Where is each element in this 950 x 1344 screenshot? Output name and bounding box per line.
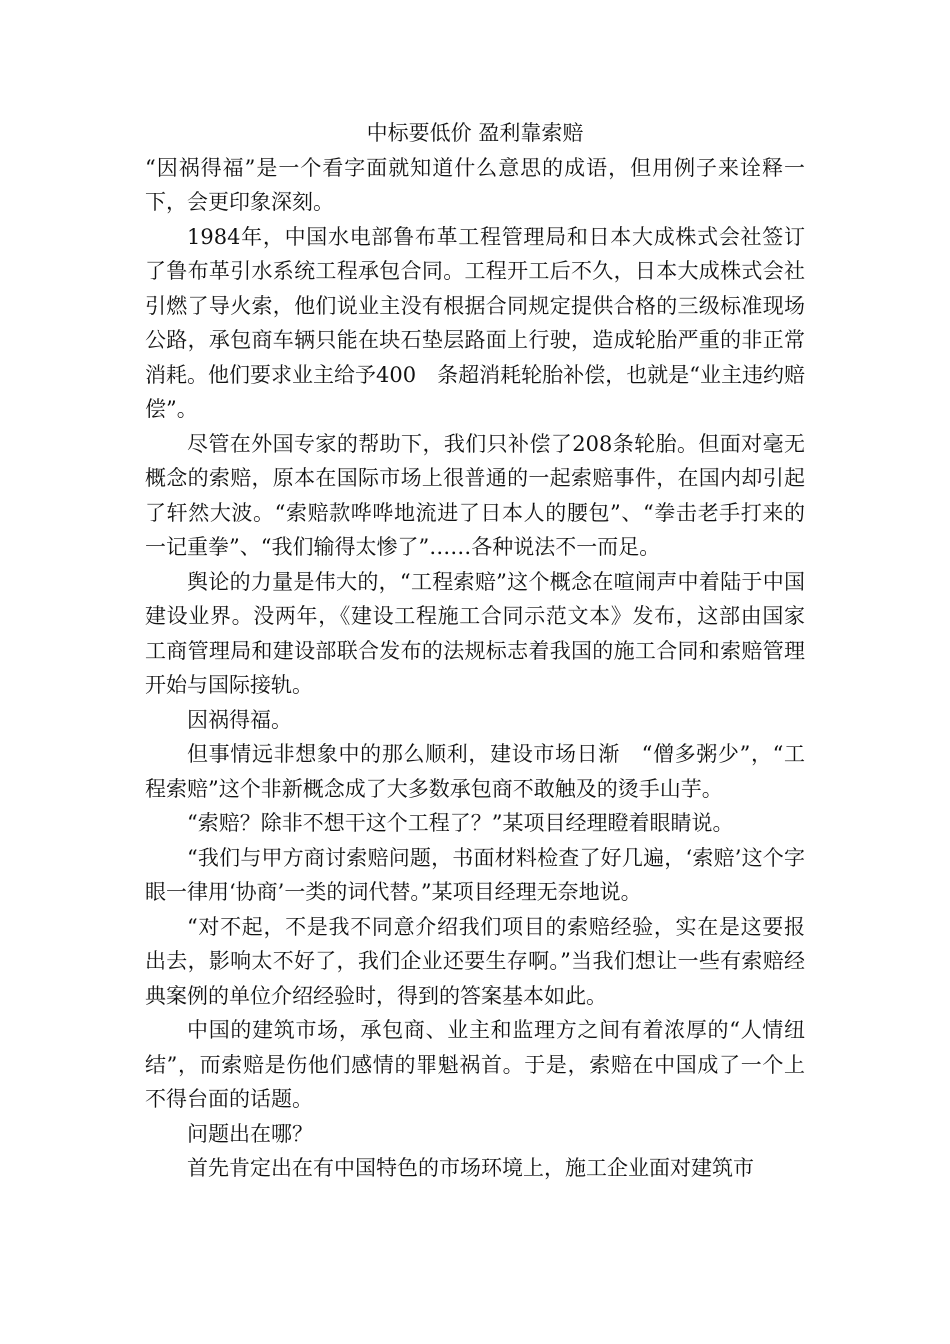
paragraph-4: 舆论的力量是伟大的，“工程索赔”这个概念在喧闹声中着陆于中国建设业界。没两年，《建设工程施工合同示范文本》发布，这部由国家工商管理局和建设部联合发布的法规标志着我国的施工合同和索赔管理开始与国际接轨。	[145, 569, 805, 697]
paragraph-10: 中国的建筑市场，承包商、业主和监理方之间有着浓厚的“人情纽结”，而索赔是伤他们感情的罪魁祸首。于是，索赔在中国成了一个上不得台面的话题。	[145, 1018, 805, 1111]
paragraph-11: 问题出在哪？	[187, 1121, 313, 1146]
paragraph-7: “索赔？除非不想干这个工程了？”某项目经理瞪着眼睛说。	[187, 811, 734, 835]
paragraph-2: 1984年，中国水电部鲁布革工程管理局和日本大成株式会社签订了鲁布革引水系统工程承包合同。工程开工后不久，日本大成株式会社引燃了导火索，他们说业主没有根据合同规定提供合格的三级标准现场公路，承包商车辆只能在块石垫层路面上行驶，造成轮胎严重的非正常消耗。他们要求业主给予400 条超消耗轮胎补偿，也就是“业主违约赔偿”。	[145, 224, 805, 421]
document-page	[145, 116, 805, 1186]
paragraph-3: 尽管在外国专家的帮助下，我们只补偿了208条轮胎。但面对毫无概念的索赔，原本在国际市场上很普通的一起索赔事件，在国内却引起了轩然大波。“索赔款哗哗地流进了日本人的腰包”、“拳击老手打来的一记重拳”、“我们输得太惨了”……各种说法不一而足。	[145, 431, 805, 559]
article-title: 中标要低价 盈利靠索赔	[366, 121, 584, 145]
paragraph-5: 因祸得福。	[187, 707, 292, 732]
paragraph-8: “我们与甲方商讨索赔问题，书面材料检查了好几遍，‘索赔’这个字眼一律用‘协商’一类的词代替。”某项目经理无奈地说。	[145, 845, 805, 904]
paragraph-12: 首先肯定出在有中国特色的市场环境上，施工企业面对建筑市	[187, 1156, 754, 1180]
paragraph-6: 但事情远非想象中的那么顺利，建设市场日渐 “僧多粥少”，“工程索赔”这个非新概念成了大多数承包商不敢触及的烫手山芋。	[145, 742, 805, 801]
paragraph-1: “因祸得福”是一个看字面就知道什么意思的成语，但用例子来诠释一下，会更印象深刻。	[145, 155, 805, 214]
paragraph-9: “对不起，不是我不同意介绍我们项目的索赔经验，实在是这要报出去，影响太不好了，我们企业还要生存啊。”当我们想让一些有索赔经典案例的单位介绍经验时，得到的答案基本如此。	[145, 914, 805, 1008]
